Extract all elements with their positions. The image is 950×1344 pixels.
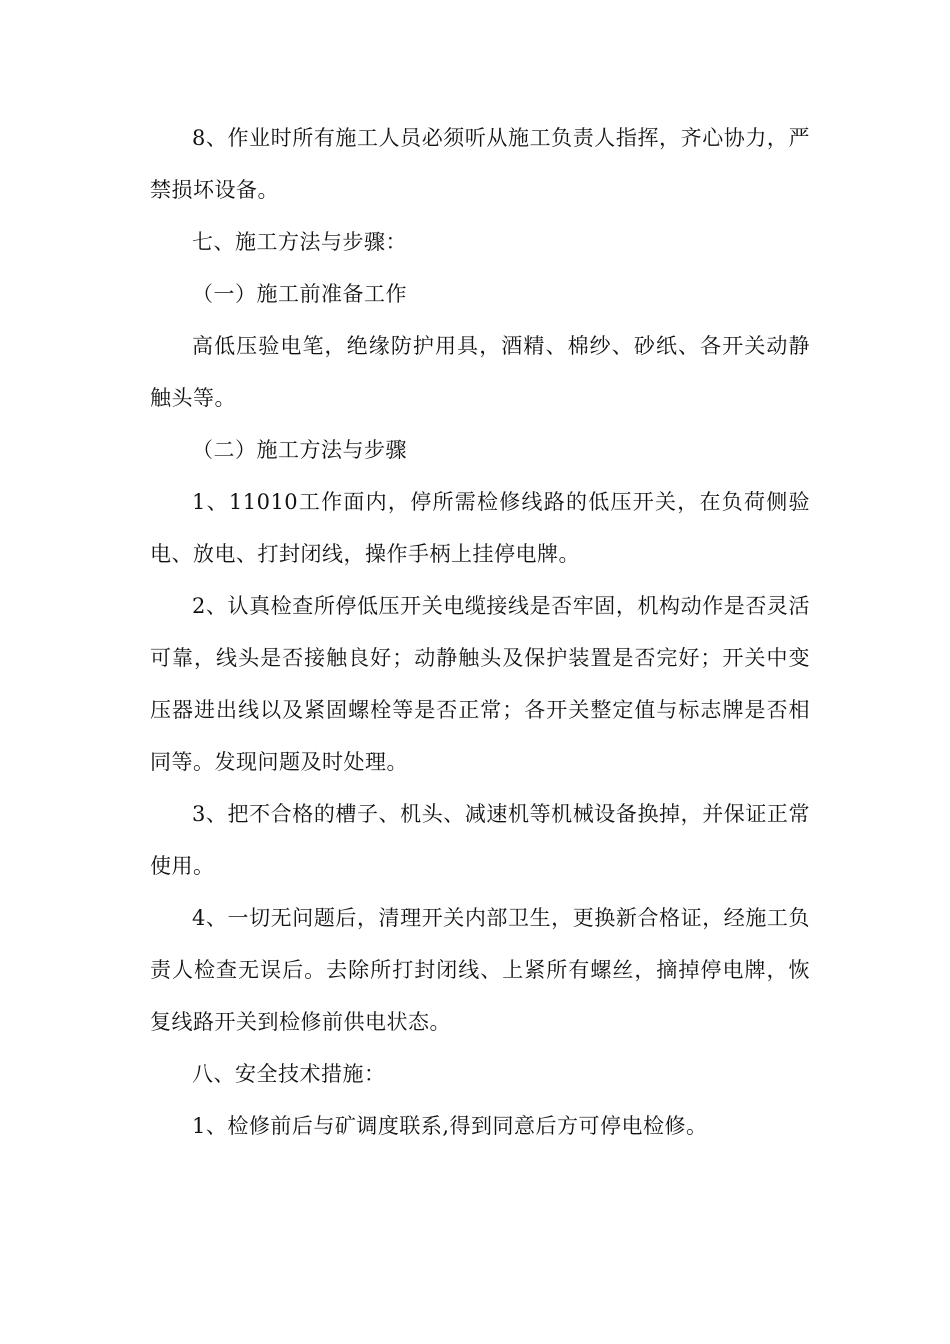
paragraph-item-8: 8、作业时所有施工人员必须听从施工负责人指挥，齐心协力，严禁损坏设备。 [150, 126, 810, 202]
paragraph-preparation-tools: 高低压验电笔，绝缘防护用具，酒精、棉纱、砂纸、各开关动静触头等。 [150, 334, 810, 410]
paragraph-step-1: 1、11010工作面内，停所需检修线路的低压开关，在负荷侧验电、放电、打封闭线，操作手柄上挂停电牌。 [150, 490, 810, 566]
section-heading-construction-method: 七、施工方法与步骤： [192, 230, 407, 254]
section-heading-safety-measures: 八、安全技术措施： [192, 1062, 386, 1086]
paragraph-step-4: 4、一切无问题后，清理开关内部卫生，更换新合格证，经施工负责人检查无误后。去除所打封闭线、上紧所有螺丝，摘掉停电牌，恢复线路开关到检修前供电状态。 [150, 906, 810, 1034]
body-text [150, 112, 810, 1152]
subsection-heading-method-steps: （二）施工方法与步骤 [192, 438, 407, 462]
paragraph-step-3: 3、把不合格的槽子、机头、减速机等机械设备换掉，并保证正常使用。 [150, 802, 810, 878]
paragraph-step-2: 2、认真检查所停低压开关电缆接线是否牢固，机构动作是否灵活可靠，线头是否接触良好；动静触头及保护装置是否完好；开关中变压器进出线以及紧固螺栓等是否正常；各开关整定值与标志牌是否相同等。发现问题及时处理。 [150, 594, 810, 774]
paragraph-safety-1: 1、检修前后与矿调度联系,得到同意后方可停电检修。 [192, 1114, 708, 1138]
subsection-heading-preparation: （一）施工前准备工作 [192, 282, 407, 306]
